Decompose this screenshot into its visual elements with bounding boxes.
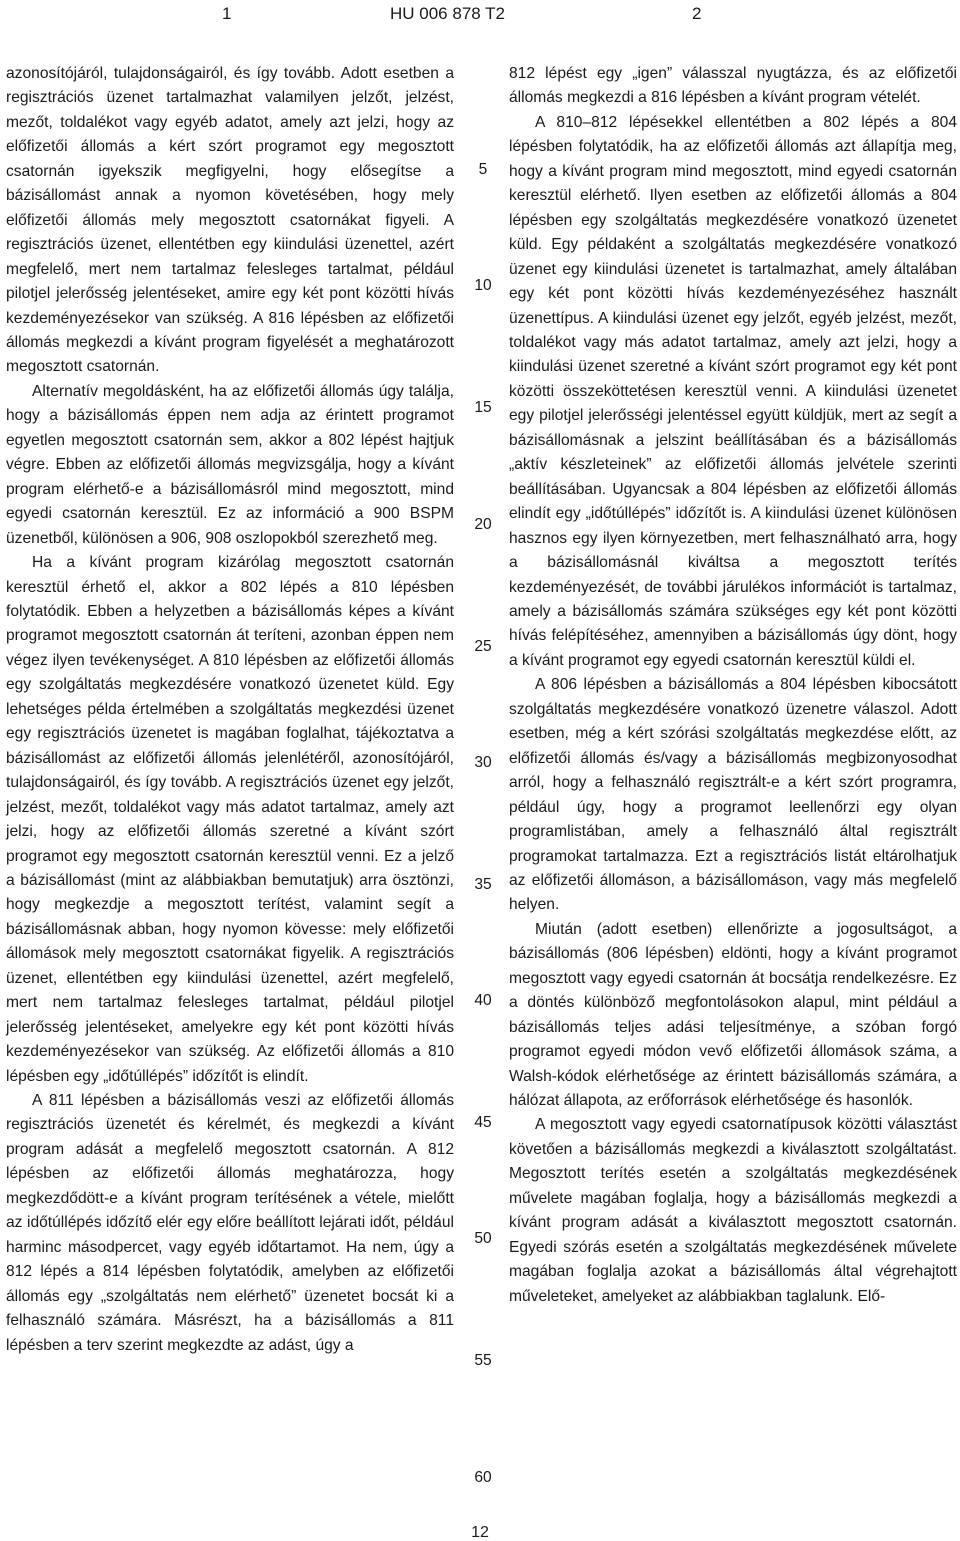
left-paragraph-1: azonosítójáról, tulajdonságairól, és így tovább. Adott esetben a regisztrációs üzenet tartalmazhat valamilyen jelzőt, jelzést, mezőt, toldalékot vagy egyéb adatot, amely azt jelzi, hogy az előfizetői állomás a kért szórt programot egy megosztott csatornán igyekszik megfigyelni, hogy elősegítse a bázisállomást annak a nyomon követésében, hogy mely előfizetői állomás mely megosztott csatornákat figyeli. A regisztrációs üzenet, ellentétben egy kiindulási üzenettel, azért megfelelő, mert nem tartalmaz felesleges tartalmat, például pilotjel jelerősség jelentéseket, amire egy két pont közötti hívás kezdeményezésekor van szükség. A 816 lépésben az előfizetői állomás megkezdi a kívánt program figyelését a meghatározott megosztott csatornán. [6,65,454,376]
line-number: 40 [474,992,492,1009]
header-doc-number: HU 006 878 T2 [390,4,505,23]
line-number: 35 [474,876,492,893]
left-paragraph-3: Ha a kívánt program kizárólag megosztott csatornán keresztül érhető el, akkor a 802 lépés a 810 lépésben folytatódik. Ebben a helyzetben a bázisállomás képes a kívánt programot megosztott csatornán át teríteni, azonban éppen nem végez ilyen tevékenységet. A 810 lépésben az előfizetői állomás egy szolgáltatás megkezdésére vonatkozó üzenetet küld. Egy lehetséges példa értelmében a szolgáltatás megkezdési üzenet egy regisztrációs üzenetet is magában foglalhat, tájékoztatva a bázisállomást az előfizetői állomás jelenlétéről, azonosítójáról, tulajdonságairól, és így tovább. A regisztrációs üzenet egy jelzőt, jelzést, mezőt, toldalékot vagy más adatot tartalmaz, amely azt jelzi, hogy az előfizetői állomás szeretné a kívánt szórt programot egy megosztott csatornán keresztül venni. Ez a jelző a bázisállomást (mint az alábbiakban bemutatjuk) arra ösztönzi, hogy megkezdje a megosztott terítést, valamint segít a bázisállomásnak abban, hogy nyomon kövesse: mely előfizetői állomások mely megosztott csatornákat figyelik. A regisztrációs üzenet, ellentétben egy kiindulási üzenettel, azért megfelelő, mert nem tartalmaz felesleges tartalmat, például pilotjel jelerősség jelentéseket, amelyekre egy két pont közötti hívás kezdeményezésekor van szükség. Az előfizetői állomás a 810 lépésben egy „időtúllépés” időzítőt is elindít. [6,554,454,1085]
right-paragraph-3: A 806 lépésben a bázisállomás a 804 lépésben kibocsátott szolgáltatás megkezdésére vonatkozó üzenetre válaszol. Adott esetben, még a kért szórási szolgáltatás megkezdése előtt, az előfizetői állomás és/vagy a bázisállomás megbizonyosodhat arról, hogy a felhasználó regisztrált-e a kért szórt programra, például úgy, hogy a programot leellenőrzi egy olyan programlistában, amely a felhasználó által regisztrált programokat tartalmazza. Ezt a regisztrációs listát eltárolhatjuk az előfizetői állomáson, a bázisállomáson, vagy más megfelelő helyen. [509,676,957,914]
right-paragraph-1: 812 lépést egy „igen” válasszal nyugtázza, és az előfizetői állomás megkezdi a 816 lépésben a kívánt program vételét. [509,65,957,107]
line-number: 20 [474,516,492,533]
header-page-right: 2 [692,4,702,23]
line-number: 10 [474,277,492,294]
right-paragraph-4: Miután (adott esetben) ellenőrizte a jogosultságot, a bázisállomás (806 lépésben) eldönti, hogy a kívánt programot megosztott vagy egyedi csatornán át bocsátja rendelkezésre. Ez a döntés különböző megfontolásokon alapul, mint például a bázisállomás teljes adási teljesítménye, a szóban forgó programot egyedi módon vevő előfizetői állomások száma, a Walsh-kódok elérhetősége az érintett bázisállomás számára, a hálózat állapota, az erőforrások elérhetősége és hasonlók. [509,920,957,1110]
page-number-footer: 12 [471,1524,489,1541]
left-column [6,62,454,1358]
page-header [0,0,960,30]
line-number: 60 [474,1469,492,1486]
right-paragraph-2: A 810–812 lépésekkel ellentétben a 802 lépés a 804 lépésben folytatódik, ha az előfizetői állomás azt állapítja meg, hogy a kívánt program mind megosztott, mind egyedi csatornán keresztül elérhető. Ilyen esetben az előfizetői állomás a 804 lépésben egy szolgáltatás megkezdésére vonatkozó üzenetet küld. Egy példaként a szolgáltatás megkezdésére vonatkozó üzenet egy kiindulási üzenetet is tartalmazhat, amely általában egy két pont közötti hívás kezdeményezéséhez használt üzenettípus. A kiindulási üzenet egy jelzőt, egyéb jelzést, mezőt, toldalékot vagy más adatot tartalmaz, amely azt jelzi, hogy a kiindulási üzenet szeretné a kívánt szórt programot egy két pont közötti összeköttetésen keresztül venni. A kiindulási üzenetet egy pilotjel jelerősségi jelentéssel együtt küldjük, mert az segít a bázisállomásnak a jelszint beállításában és a bázisállomás „aktív készleteinek” az előfizetői állomás jelvétele szerinti beállításában. Ugyancsak a 804 lépésben az előfizetői állomás elindít egy „időtúllépés” időzítőt is. A kiindulási üzenet különösen hasznos egy ilyen környezetben, mert felhasználható arra, hogy a bázisállomásnál kiváltsa a megosztott terítés kezdeményezését, de további járulékos információt is tartalmaz, amely a bázisállomás számára szükséges egy két pont közötti hívás felépítéséhez, amennyiben a bázisállomás úgy dönt, hogy a kívánt programot egy egyedi csatornán keresztül küldi el. [509,113,957,669]
line-number: 25 [474,638,492,655]
line-number: 50 [474,1230,492,1247]
right-column [509,62,957,1309]
line-number: 30 [474,754,492,771]
header-page-left: 1 [222,4,232,23]
line-number: 45 [474,1114,492,1131]
line-number: 15 [474,399,492,416]
left-paragraph-2: Alternatív megoldásként, ha az előfizetői állomás úgy találja, hogy a bázisállomás éppen nem adja az érintett programot egyetlen megosztott csatornán sem, akkor a 802 lépést hajtjuk végre. Ebben az előfizetői állomás megvizsgálja, hogy a kívánt program elérhető-e a bázisállomásról mind megosztott, mind egyedi csatornán keresztül. Ez az információ a 900 BSPM üzenetből, különösen a 906, 908 oszlopokból szerezhető meg. [6,382,454,547]
left-paragraph-4: A 811 lépésben a bázisállomás veszi az előfizetői állomás regisztrációs üzenetét és kérelmét, és megkezdi a kívánt program adását a megfelelő megosztott csatornán. A 812 lépésben az előfizetői állomás meghatározza, hogy megkezdődött-e a kívánt program terítésének a vétele, mielőtt az időtúllépés időzítő elér egy előre beállított lejárati időt, például harminc másodpercet, vagy egyéb időtartamot. Ha nem, úgy a 812 lépés a 814 lépésben folytatódik, amelyben az előfizetői állomás egy „szolgáltatás nem elérhető” üzenetet bocsát ki a felhasználó számára. Másrészt, ha a bázisállomás a 811 lépésben a terv szerint megkezdte az adást, úgy a [6,1092,454,1354]
line-number: 5 [478,161,488,178]
right-paragraph-5: A megosztott vagy egyedi csatornatípusok közötti választást követően a bázisállomás megkezdi a kiválasztott szolgáltatást. Megosztott terítés esetén a szolgáltatás megkezdésének művelete magában foglalja, hogy a bázisállomás megkezdi a kívánt program adását a kiválasztott megosztott csatornán. Egyedi szórás esetén a szolgáltatás megkezdésének művelete magában foglalja azokat a bázisállomás által végrehajtott műveleteket, amelyeket az alábbiakban taglalunk. Elő- [509,1116,957,1305]
line-number: 55 [474,1352,492,1369]
